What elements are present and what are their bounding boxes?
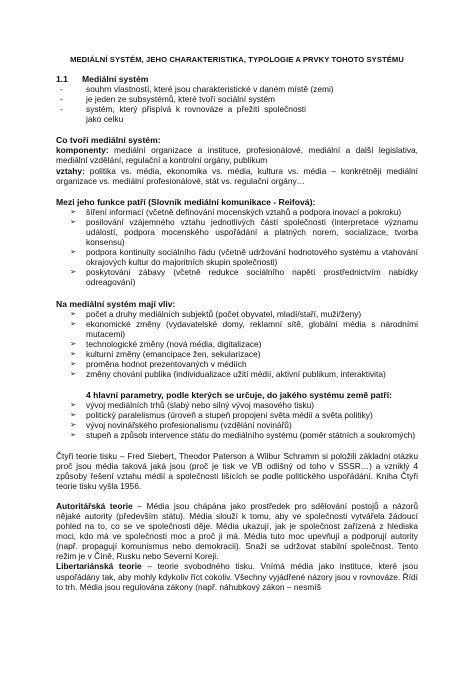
list-item: ➢ změny chování publika (individualizace užití médií, aktivní publikum, interaktivita)	[56, 369, 418, 379]
list-item: ➢ podpora kontinuity sociálního řádu (včetně udržování hodnotového systému a vtahování okrajových kultur do majoritních skupin společnosti)	[56, 247, 418, 267]
vztahy-paragraph	[56, 166, 418, 186]
document-title: MEDIÁLNÍ SYSTÉM, JEHO CHARAKTERISTIKA, TYPOLOGIE A PRVKY TOHOTO SYSTÉMU	[70, 55, 404, 64]
definition-list	[56, 84, 418, 124]
tvori-heading: Co tvoří mediální systém:	[56, 135, 161, 146]
autoritarska-paragraph	[56, 501, 418, 562]
list-item: - systém, který přispívá k rovnováze a přežití společnosti jako celku	[56, 104, 418, 124]
komponenty-text: mediální organizace a instituce, profesionálové, mediální a další legislativa, mediální vzdělání, regulační a kontrolní orgány, publikum	[56, 145, 418, 166]
parametry-heading: 4 hlavní parametry, podle kterých se určuje, do jakého systému země patří:	[86, 390, 392, 401]
document-page	[0, 55, 474, 687]
libertarianska-text: – teorie svobodného tisku. Vnímá média jako instituce, které jsou uspořádány tak, aby mohly kdykoliv říct cokoliv. Všechny vyjádřené názory jsou v rovnováze. Řídí to trh. Média jsou regulována zákony (např. náhubkový zákon – nesmíš	[56, 561, 419, 592]
vliv-heading: Na mediální systém mají vliv:	[56, 298, 176, 309]
list-item: ➢ proměna hodnot prezentovaných v médiích	[56, 359, 418, 369]
list-item: - je jeden ze subsystémů, které tvoří sociální systém	[56, 94, 418, 104]
autoritarska-label: Autoritářská teorie	[56, 500, 133, 511]
list-item: ➢ počet a druhy mediálních subjektů (počet obyvatel, mladí/staří, muži/ženy)	[56, 309, 418, 319]
list-item: ➢ posilování vzájemného vztahu jednotlivých částí společnosti (interpretace významu událostí, podpora mocenského uspořádání a platných norem, socializace, tvorba konsensu)	[56, 217, 418, 247]
section-number: 1.1	[56, 74, 68, 84]
list-item: ➢ vývoj novinářského profesionalismu (vzdělání novinářů)	[56, 420, 418, 430]
list-item: ➢ šíření informací (včetně definování mocenských vztahů a podpora inovací a pokroku)	[56, 207, 418, 217]
list-item: ➢ technologické změny (nová média, digitalizace)	[56, 339, 418, 349]
list-item: ➢ ekonomické změny (vydavatelské domy, reklamní sítě, globální média s národními mutacemi)	[56, 319, 418, 339]
funkce-heading: Mezi jeho funkce patří (Slovník mediální komunikace - Reifová):	[56, 196, 316, 207]
list-item: ➢ kulturní změny (emancipace žen, sekularizace)	[56, 349, 418, 359]
section-heading	[56, 74, 418, 84]
vztahy-label: vztahy:	[56, 165, 85, 176]
list-item: ➢ vývoj mediálních trhů (slabý nebo silný vývoj masového tisku)	[56, 400, 418, 410]
komponenty-label: komponenty:	[56, 145, 109, 156]
teorie-paragraph: Čtyři teorie tisku – Fred Siebert, Theodor Paterson a Wilbur Schramm si položili základní otázku proč jsou média taková jaká jsou (proč je tisk ve VB odlišný od toho v SSSR…) a vzniklý 4 způsoby řešení vztahu médií a společnosti lišících se podle politického uspořádání. Kniha Čtyři teorie tisku vyšla 1956.	[56, 450, 418, 491]
vliv-list	[56, 309, 418, 380]
libertarianska-label: Libertariánská teorie	[56, 561, 142, 572]
funkce-list	[56, 207, 418, 288]
libertarianska-paragraph	[56, 561, 418, 591]
komponenty-paragraph	[56, 145, 418, 165]
list-item: ➢ stupeň a způsob intervence státu do mediálního systému (poměr státních a soukromých)	[56, 430, 418, 440]
list-item: ➢ poskytování zábavy (včetně redukce sociálního napětí prostřednictvím nabídky odreagování)	[56, 267, 418, 287]
vztahy-text: politika vs. média, ekonomika vs. média, kultura vs. média – konkrétněji mediální organizace vs. mediální profesionálové, stát vs. regulační orgány…	[56, 165, 418, 186]
parametry-list	[56, 400, 418, 440]
autoritarska-text: – Média jsou chápána jako prostředek pro sdělování postojů a názorů nějaké autority (především státu). Média slouží k tomu, aby ve společnosti vytvářela žádoucí pohled na to, co se ve společnosti děje. Média ukazují, jak je společnost zařízená z hlediska moci, kdo má ve společnosti moc a proč ji má. Média tuto moc upevňují a podporují autority (např. propagují komunismus nebo demokracii). Snaží se udržovat stabilní společnost. Tento režim je v Číně, Rusku nebo Severní Koreji.	[56, 500, 418, 562]
section-title: Mediální systém	[82, 74, 149, 84]
list-item: - souhrn vlastností, které jsou charakteristické v daném místě (zemi)	[56, 84, 418, 94]
list-item: ➢ politický paralelismus (úroveň a stupeň propojení světa médií a světa politiky)	[56, 410, 418, 420]
